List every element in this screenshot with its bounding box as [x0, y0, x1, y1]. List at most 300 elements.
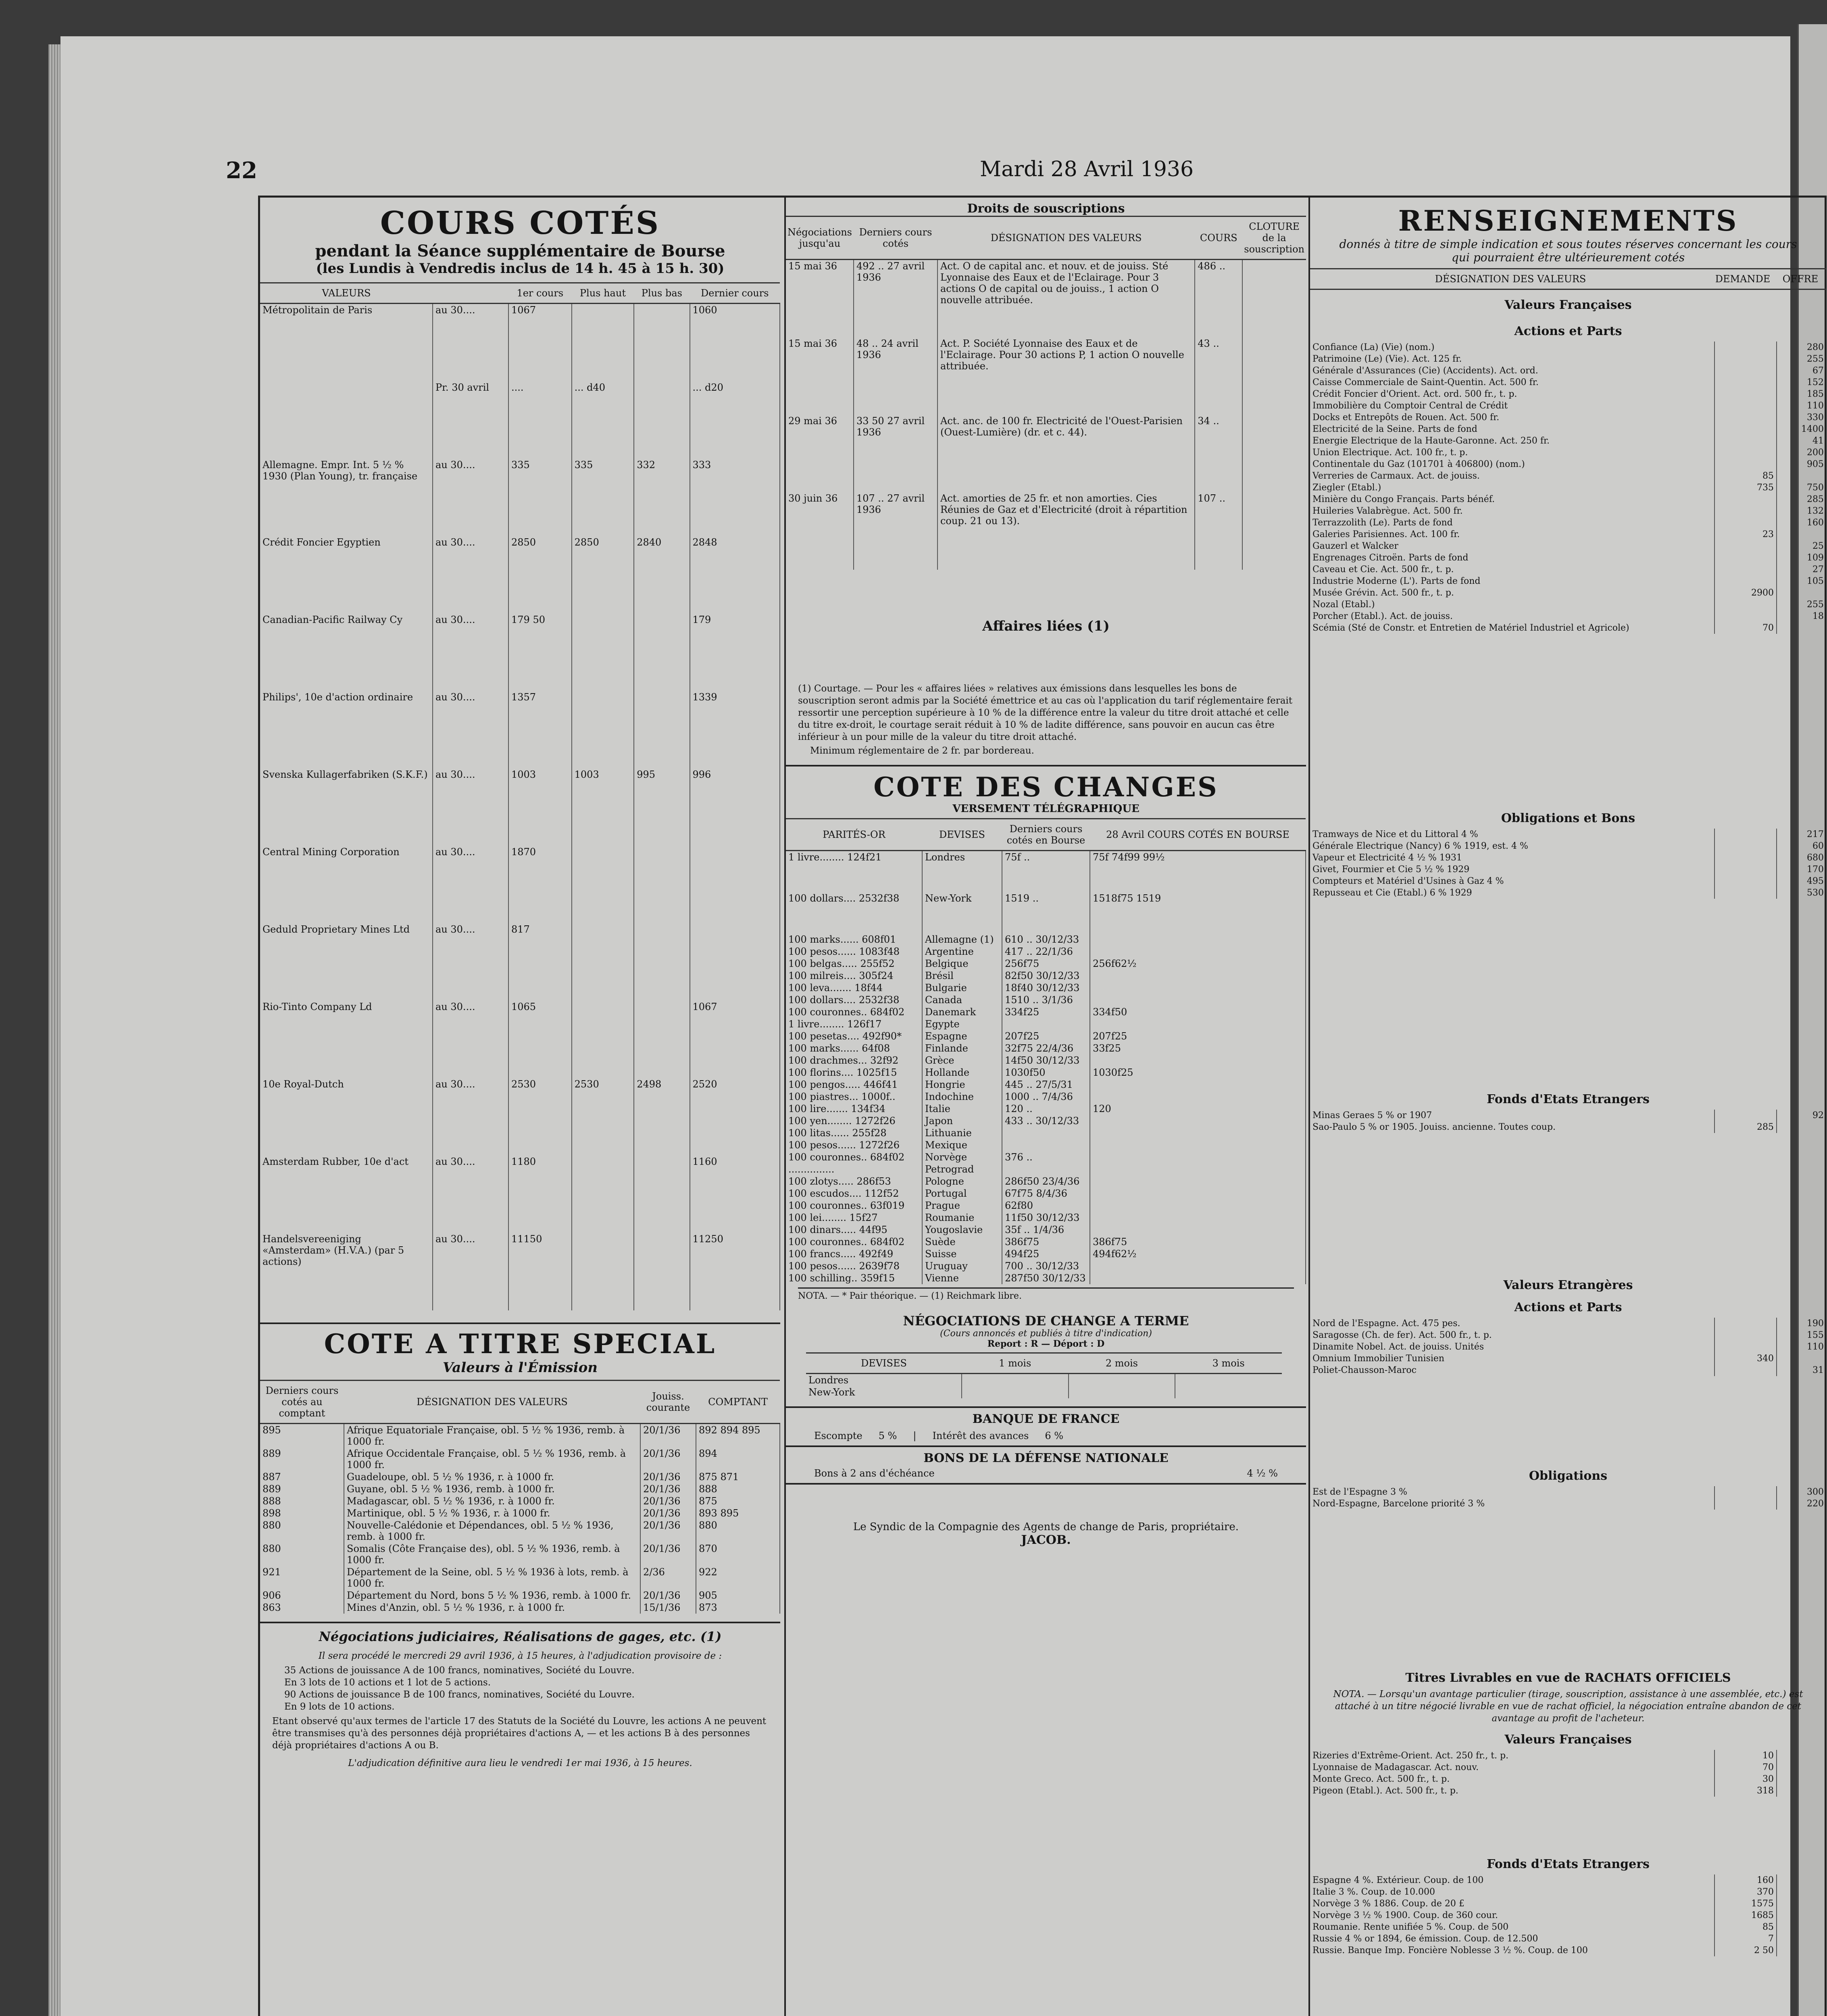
list-item	[1310, 840, 1826, 852]
cell-name: Somalis (Côte Française des), obl. 5 ½ % 1936, remb. à 1000 fr.	[344, 1543, 640, 1566]
item-name: Ziegler (Etabl.)	[1310, 482, 1715, 494]
table-row	[786, 994, 1306, 1006]
column-right	[1308, 198, 1826, 2016]
item-demande	[1715, 575, 1777, 587]
item-offre	[1777, 1121, 1826, 1133]
item-demande	[1715, 540, 1777, 552]
terme-table	[806, 1352, 1282, 1398]
cell-cours	[1090, 1127, 1306, 1139]
cell-cours	[1090, 982, 1306, 994]
list-table	[1310, 1486, 1826, 1510]
cell-devise: Pologne	[922, 1175, 1002, 1187]
item-name: Compteurs et Matériel d'Usines à Gaz 4 %	[1310, 875, 1715, 887]
item-demande: 85	[1715, 1921, 1777, 1933]
rachats-note: NOTA. — Lorsqu'un avantage particulier (tirage, souscription, assistance à une assemblée, etc.) est attaché à un titre négocié livrable en vue de rachat officiel, la négociation entraîne abandon de cet avantage au profit de l'acheteur.	[1333, 1689, 1803, 1724]
cell-last: 880	[260, 1519, 344, 1543]
item-offre: 105	[1807, 576, 1824, 586]
cell-low	[634, 923, 690, 1001]
item-demande	[1715, 517, 1777, 529]
cell-devise: Hongrie	[922, 1079, 1002, 1091]
list-item	[1310, 1785, 1826, 1797]
list-table	[1310, 1318, 1826, 1376]
item-demande: 70	[1715, 1762, 1777, 1773]
cell-parite: 100 marks...... 608f01	[786, 933, 922, 946]
item-offre: 495	[1807, 876, 1824, 886]
table-row	[260, 923, 780, 1001]
item-name: Nord-Espagne, Barcelone priorité 3 %	[1310, 1498, 1715, 1510]
cell-last: 898	[260, 1507, 344, 1519]
item-offre: 1400	[1801, 424, 1824, 434]
cell-last: 1339	[690, 691, 780, 768]
table-row	[260, 1156, 780, 1233]
col-3-mois: 3 mois	[1175, 1353, 1282, 1374]
cell-last: 179	[690, 614, 780, 691]
cell-first: 1003	[508, 768, 572, 846]
list-item	[1310, 1341, 1826, 1353]
cell-devise: Petrograd	[922, 1163, 1002, 1175]
item-name: Crédit Foncier d'Orient. Act. ord. 500 fr., t. p.	[1310, 388, 1715, 400]
list-item	[1310, 353, 1826, 365]
item-offre: 25	[1812, 541, 1824, 551]
item-offre: 152	[1807, 377, 1824, 387]
table-row	[786, 1115, 1306, 1127]
section-heading: Valeurs Françaises	[1504, 1733, 1632, 1747]
item-demande	[1715, 377, 1777, 388]
item-offre: 190	[1807, 1318, 1824, 1329]
item-offre: 27	[1812, 564, 1824, 575]
cell-dernier: 386f75	[1002, 1236, 1090, 1248]
cell-last: 48 .. 24 avril 1936	[854, 337, 937, 415]
col-term	[433, 283, 508, 304]
cell-parite: 100 dinars..... 44f95	[786, 1224, 922, 1236]
cell-name: Martinique, obl. 5 ½ % 1936, r. à 1000 fr.	[344, 1507, 640, 1519]
list-item	[1310, 529, 1826, 540]
item-offre	[1777, 1945, 1826, 1956]
cell-devise: New-York	[922, 892, 1002, 933]
list-table	[1310, 1874, 1826, 1956]
list-item	[1310, 887, 1826, 899]
item-offre: 110	[1807, 401, 1824, 411]
cell-jouiss: 20/1/36	[640, 1495, 696, 1507]
section-heading: Actions et Parts	[1514, 324, 1622, 338]
cell-first: 1067	[508, 304, 572, 382]
cell-devise: Danemark	[922, 1006, 1002, 1018]
cell-low: 995	[634, 768, 690, 846]
cell-dernier: 1000 .. 7/4/36	[1002, 1091, 1090, 1103]
cell-dernier: 18f40 30/12/33	[1002, 982, 1090, 994]
item-demande: 735	[1715, 482, 1777, 494]
cell-last: 1160	[690, 1156, 780, 1233]
item-offre: 280	[1807, 342, 1824, 352]
list-item	[1310, 377, 1826, 388]
cell-cours: 107 ..	[1195, 492, 1242, 570]
item-offre	[1777, 1921, 1826, 1933]
item-name: Energie Electrique de la Haute-Garonne. Act. 250 fr.	[1310, 435, 1715, 447]
cell-name: Amsterdam Rubber, 10e d'act	[260, 1156, 433, 1233]
table-row	[786, 1103, 1306, 1115]
cell-cours	[1090, 1175, 1306, 1187]
item-demande	[1715, 875, 1777, 887]
table-row	[786, 1127, 1306, 1139]
item-name: Russie 4 % or 1894, 6e émission. Coup. de 12.500	[1310, 1933, 1715, 1945]
cell-devise: Suède	[922, 1236, 1002, 1248]
terme-row-label: New-York	[806, 1386, 962, 1398]
cell-first: 11150	[508, 1233, 572, 1310]
terme-subtitle: (Cours annoncés et publiés à titre d'indication)	[940, 1329, 1152, 1339]
cell-cours	[1090, 1091, 1306, 1103]
titre-special-subtitle: Valeurs à l'Émission	[442, 1360, 598, 1376]
list-item	[1310, 852, 1826, 864]
table-row	[260, 1602, 780, 1614]
item-offre: 217	[1807, 829, 1824, 839]
cell-dernier: 1030f50	[1002, 1066, 1090, 1079]
renseignements-title: RENSEIGNEMENTS	[1398, 204, 1738, 237]
column-left	[260, 198, 780, 2016]
cell-date: 15 mai 36	[786, 337, 854, 415]
table-row	[786, 1018, 1306, 1030]
list-table	[1310, 342, 1826, 634]
cell-last: 996	[690, 768, 780, 846]
section-heading: Fonds d'Etats Etrangers	[1487, 1092, 1650, 1106]
item-name: Huileries Valabrègue. Act. 500 fr.	[1310, 505, 1715, 517]
cell-first: 1180	[508, 1156, 572, 1233]
cell-dernier: 376 ..	[1002, 1151, 1090, 1163]
list-item	[1310, 458, 1826, 470]
cell-jouiss: 20/1/36	[640, 1471, 696, 1483]
item-demande	[1715, 852, 1777, 864]
cell-cours: 43 ..	[1195, 337, 1242, 415]
cell-dernier: 1510 .. 3/1/36	[1002, 994, 1090, 1006]
item-name: Norvège 3 ½ % 1900. Coup. de 360 cour.	[1310, 1910, 1715, 1921]
cell-name: Philips', 10e d'action ordinaire	[260, 691, 433, 768]
cell-cours	[1090, 1224, 1306, 1236]
table-row	[786, 415, 1306, 492]
section-heading: Obligations et Bons	[1501, 811, 1635, 825]
negociations-item: En 3 lots de 10 actions et 1 lot de 5 actions.	[284, 1677, 491, 1688]
list-item	[1310, 1945, 1826, 1956]
item-offre	[1777, 622, 1826, 634]
cell-last: 107 .. 27 avril 1936	[854, 492, 937, 570]
item-offre	[1777, 1750, 1826, 1762]
cell-cours: 1030f25	[1090, 1066, 1306, 1079]
cell-cours: 33f25	[1090, 1042, 1306, 1054]
cell-cours: 207f25	[1090, 1030, 1306, 1042]
column-middle: Droits de souscriptions Négociations jusqu'au Derniers cours cotés DÉSIGNATION DES VALEURS COURS CLOTURE de la souscription 15 mai 36 492 .. 27 avril 1936 Act. O de capital anc. et nouv. et de jouiss. Sté Lyonnaise des Eaux et de l'Eclairage. Pour 3 actions O de capital ou de jouiss., 1 action O nouvelle attribuée. 486 .. 15 mai 36 48 .. 24 avril 1936 Act. P. Société Lyonnaise des Eaux et de l'Eclairage. Pour 30 actions P, 1 action O nouvelle attribuée. 43 .. 29 mai 36 33 50 27 avril 1936 Act. anc. de 100 fr. Electricité de l'Ouest-Parisien (Ouest-Lumière) (dr. et c. 44). 34 .. 30 juin 36 107 .. 27 avril 1936 Act. amorties de 25 fr. et non amorties. Cies Réunies de Gaz et d'Electricité (droit à répartition coup. 21 ou 13). 107 .. Affaires liées (1) (1) Courtage. — Pour les « affaires liées » relatives aux émissions dans lesquelles les bons de souscription seront admis par la Société émettrice et au cas où l'application du tarif réglementaire ferait ressortir une perception supérieure à 10 % de la différence entre la valeur du titre droit attaché et celle du titre ex-droit, le courtage serait réduit à 10 % de ladite différence, sans pouvoir en aucun cas être inférieur à un pour mille de la valeur du titre droit attaché. Minimum réglementaire de 2 fr. par bordereau. COTE DES CHANGES VERSEMENT TÉLÉGRAPHIQUE PARITÉS-OR DEVISES Derniers cours cotés en Bourse 28 Avril COURS COTÉS EN BOURSE 1 livre........ 124f21 Londres 75f .. 75f 74f99 99½ 100 dollars.... 2532f38 New-York 1519 .. 1518f75 1519 100 marks...... 608f01 Allemagne (1) 610 .. 30/12/33 100 pesos...... 1083f48 Argentine 417 .. 22/1/36 100 belgas..... 255f52 Belgique 256f75 256f62½ 100 milreis.... 305f24 Brésil 82f50 30/12/33 100 leva....... 18f44 Bulgarie 18f40 30/12/33 100 dollars.... 2532f38 Canada 1510 .. 3/1/36 100 couronnes.. 684f02 Danemark 334f25 334f50 1 livre........ 126f17 Egypte 100 pesetas.... 492f90* Espagne 207f25 207f25 100 marks...... 64f08 Finlande 32f75 22/4/36 33f25 100 drachmes... 32f92 Grèce 14f50 30/12/33 100 florins.... 1025f15 Hollande 1030f50 1030f25 100 pengos..... 446f41 Hongrie 445 .. 27/5/31 100 piastres... 1000f.. Indochine 1000 .. 7/4/36 100 lire....... 134f34 Italie 120 .. 120 100 yen........ 1272f26 Japon 433 .. 30/12/33 100 litas...... 255f28 Lithuanie 100 pesos...... 1272f26 Mexique 100 couronnes.. 684f02 Norvège 376 .. ............... Petrograd 100 zlotys..... 286f53 Pologne 286f50 23/4/36 100 escudos.... 112f52 Portugal 67f75 8/4/36 100 couronnes.. 63f019 Prague 62f80 100 lei........ 15f27 Roumanie 11f50 30/12/33 100 dinars..... 44f95 Yougoslavie 35f .. 1/4/36 100 couronnes.. 684f02 Suède 386f75 386f75 100 francs..... 492f49 Suisse 494f25 494f62½ 100 pesos...... 2639f78 Uruguay 700 .. 30/12/33 100 schilling.. 359f15 Vienne 287f50 30/12/33 NOTA. — * Pair théorique. — (1) Reichmark libre. NÉGOCIATIONS DE CHANGE A TERME (Cours annoncés et publiés à titre d'indication) Report : R — Déport : D DEVISES 1 mois 2 mois 3 mois Londres New-York BANQUE DE FRANCE Escompte 5 % | Intérêt des avances 6 % BONS DE LA DÉFENSE NATIONALE Bons à 2 ans d'échéance 4 ½ % Le Syndic de la Compagnie des Agents de change de Paris, propriétaire. JACOB.	[784, 198, 1306, 2016]
cell-parite: 100 yen........ 1272f26	[786, 1115, 922, 1127]
item-offre: 220	[1807, 1499, 1824, 1509]
item-offre	[1777, 1353, 1826, 1364]
cell-parite: 100 lei........ 15f27	[786, 1212, 922, 1224]
item-offre: 530	[1807, 888, 1824, 898]
table-row	[260, 459, 780, 536]
cell-devise: Brésil	[922, 970, 1002, 982]
cell-dernier: 417 .. 22/1/36	[1002, 946, 1090, 958]
item-offre	[1777, 1874, 1826, 1886]
cell-name	[260, 381, 433, 459]
list-item	[1310, 470, 1826, 482]
item-name: Dinamite Nobel. Act. de jouiss. Unités	[1310, 1341, 1715, 1353]
item-offre: 155	[1807, 1330, 1824, 1340]
cell-last: 1067	[690, 1001, 780, 1078]
item-demande: 1575	[1715, 1898, 1777, 1910]
cell-last: 887	[260, 1471, 344, 1483]
cell-first: 1357	[508, 691, 572, 768]
list-item	[1310, 1910, 1826, 1921]
item-name: Espagne 4 %. Extérieur. Coup. de 100	[1310, 1874, 1715, 1886]
cell-cours	[1090, 1139, 1306, 1151]
cell-last: 33 50 27 avril 1936	[854, 415, 937, 492]
cell-dernier: 445 .. 27/5/31	[1002, 1079, 1090, 1091]
col-parites: PARITÉS-OR	[786, 819, 922, 851]
cell-low	[634, 381, 690, 459]
cell-low	[634, 846, 690, 923]
list-item	[1310, 365, 1826, 377]
cell-cours	[1090, 933, 1306, 946]
cell-term: au 30....	[433, 614, 508, 691]
negociations-item: 90 Actions de jouissance B de 100 francs, nominatives, Société du Louvre.	[284, 1689, 635, 1700]
item-demande	[1715, 423, 1777, 435]
list-item	[1310, 342, 1826, 353]
list-item	[1310, 435, 1826, 447]
list-table	[1310, 1110, 1826, 1133]
droits-table	[786, 216, 1306, 570]
cours-cotes-subtitle: pendant la Séance supplémentaire de Bourse	[315, 242, 725, 260]
cell-dernier	[1002, 1018, 1090, 1030]
cell-name: Central Mining Corporation	[260, 846, 433, 923]
cell-cours	[1090, 1260, 1306, 1272]
changes-title: COTE DES CHANGES	[873, 771, 1219, 803]
list-item	[1310, 1898, 1826, 1910]
cell-cpt: 873	[696, 1602, 780, 1614]
table-row	[260, 1233, 780, 1310]
cell-parite: 100 pesetas.... 492f90*	[786, 1030, 922, 1042]
cell-term: au 30....	[433, 768, 508, 846]
list-item	[1310, 587, 1826, 599]
table-row	[786, 1236, 1306, 1248]
item-name: Galeries Parisiennes. Act. 100 fr.	[1310, 529, 1715, 540]
escompte-rate: 5 %	[878, 1430, 897, 1441]
item-demande	[1715, 1364, 1777, 1376]
item-name: Lyonnaise de Madagascar. Act. nouv.	[1310, 1762, 1715, 1773]
cell-cours: 386f75	[1090, 1236, 1306, 1248]
cell-low	[634, 1233, 690, 1310]
cell-parite: 100 florins.... 1025f15	[786, 1066, 922, 1079]
cell-high	[572, 1001, 634, 1078]
item-name: Terrazzolith (Le). Parts de fond	[1310, 517, 1715, 529]
cell-first: 1870	[508, 846, 572, 923]
cell-low	[634, 614, 690, 691]
item-offre: 255	[1807, 600, 1824, 610]
cell-cours: 486 ..	[1195, 260, 1242, 338]
item-name: Gauzerl et Walcker	[1310, 540, 1715, 552]
cell-parite: 100 drachmes... 32f92	[786, 1054, 922, 1066]
list-item	[1310, 1750, 1826, 1762]
cell-parite: 100 belgas..... 255f52	[786, 958, 922, 970]
item-demande	[1715, 365, 1777, 377]
item-offre	[1777, 1762, 1826, 1773]
cell-cours	[1090, 994, 1306, 1006]
cell-parite: 1 livre........ 126f17	[786, 1018, 922, 1030]
cell-devise: Portugal	[922, 1187, 1002, 1200]
cell-cloture	[1242, 492, 1306, 570]
defense-title: BONS DE LA DÉFENSE NATIONALE	[923, 1451, 1169, 1465]
cell-dernier: 433 .. 30/12/33	[1002, 1115, 1090, 1127]
list-item	[1310, 1364, 1826, 1376]
list-item	[1310, 1933, 1826, 1945]
cell-cpt: 875 871	[696, 1471, 780, 1483]
cell-cours	[1090, 970, 1306, 982]
col-designation: DÉSIGNATION DES VALEURS	[1310, 269, 1711, 289]
cell-term: au 30....	[433, 1001, 508, 1078]
item-offre: 41	[1812, 436, 1824, 446]
cell-term: au 30....	[433, 1156, 508, 1233]
cell-cpt: 922	[696, 1566, 780, 1589]
item-demande: 2 50	[1715, 1945, 1777, 1956]
item-name: Confiance (La) (Vie) (nom.)	[1310, 342, 1715, 353]
item-demande	[1715, 840, 1777, 852]
cell-devise: Hollande	[922, 1066, 1002, 1079]
cell-dernier: 35f .. 1/4/36	[1002, 1224, 1090, 1236]
cell-name: Département du Nord, bons 5 ½ % 1936, remb. à 1000 fr.	[344, 1589, 640, 1602]
cell-devise: Belgique	[922, 958, 1002, 970]
table-row	[260, 846, 780, 923]
cell-last: 889	[260, 1447, 344, 1471]
terme-row-label: Londres	[806, 1374, 962, 1387]
cell-parite: 100 couronnes.. 684f02	[786, 1236, 922, 1248]
cell-cours: 494f62½	[1090, 1248, 1306, 1260]
cell-dernier: 62f80	[1002, 1200, 1090, 1212]
item-demande	[1715, 412, 1777, 423]
changes-note: NOTA. — * Pair théorique. — (1) Reichmark libre.	[798, 1287, 1294, 1301]
item-demande: 85	[1715, 470, 1777, 482]
list-item	[1310, 1121, 1826, 1133]
item-name: Union Electrique. Act. 100 fr., t. p.	[1310, 447, 1715, 458]
cell-first: 2850	[508, 536, 572, 614]
table-row	[260, 1495, 780, 1507]
cell-term: Pr. 30 avril	[433, 381, 508, 459]
cell-devise: Roumanie	[922, 1212, 1002, 1224]
cell-term: au 30....	[433, 691, 508, 768]
cell-parite: 100 piastres... 1000f..	[786, 1091, 922, 1103]
item-demande: 160	[1715, 1874, 1777, 1886]
col-derniers-cours: Derniers cours cotés	[854, 217, 937, 260]
cell-cours	[1090, 1163, 1306, 1175]
negociations-intro: Il sera procédé le mercredi 29 avril 1936, à 15 heures, à l'adjudication provisoire de :	[318, 1651, 722, 1661]
page-date: Mardi 28 Avril 1936	[980, 157, 1194, 181]
cell-parite: 100 dollars.... 2532f38	[786, 892, 922, 933]
item-offre: 750	[1807, 483, 1824, 493]
cell-name: Handelsvereeniging «Amsterdam» (H.V.A.) (par 5 actions)	[260, 1233, 433, 1310]
cell-high	[572, 923, 634, 1001]
item-name: Industrie Moderne (L'). Parts de fond	[1310, 575, 1715, 587]
table-row	[786, 492, 1306, 570]
defense-label: Bons à 2 ans d'échéance	[814, 1468, 935, 1479]
cell-cours	[1090, 1272, 1306, 1284]
cell-last: 880	[260, 1543, 344, 1566]
negociations-item: En 9 lots de 10 actions.	[284, 1702, 395, 1712]
newspaper-page	[60, 36, 1824, 2016]
list-item	[1310, 517, 1826, 529]
cell-parite: 100 marks...... 64f08	[786, 1042, 922, 1054]
cell-first: 2530	[508, 1078, 572, 1156]
table-row	[786, 1212, 1306, 1224]
cell-parite: 100 pesos...... 2639f78	[786, 1260, 922, 1272]
table-row	[786, 946, 1306, 958]
cell-parite: 100 escudos.... 112f52	[786, 1187, 922, 1200]
item-name: Electricité de la Seine. Parts de fond	[1310, 423, 1715, 435]
section-heading: Actions et Parts	[1514, 1300, 1622, 1314]
item-name: Russie. Banque Imp. Foncière Noblesse 3 ½ %. Coup. de 100	[1310, 1945, 1715, 1956]
list-item	[1310, 875, 1826, 887]
cell-term: au 30....	[433, 1233, 508, 1310]
col-cours: COURS	[1195, 217, 1242, 260]
col-high: Plus haut	[572, 283, 634, 304]
item-demande	[1715, 610, 1777, 622]
cell-devise: Canada	[922, 994, 1002, 1006]
item-name: Rizeries d'Extrême-Orient. Act. 250 fr., t. p.	[1310, 1750, 1715, 1762]
cell-name: Svenska Kullagerfabriken (S.K.F.)	[260, 768, 433, 846]
table-row	[786, 1030, 1306, 1042]
table-row	[260, 1471, 780, 1483]
item-name: Musée Grévin. Act. 500 fr., t. p.	[1310, 587, 1715, 599]
banque-title: BANQUE DE FRANCE	[972, 1412, 1120, 1426]
section-heading: Valeurs Françaises	[1504, 298, 1632, 312]
table-row	[786, 1200, 1306, 1212]
list-item	[1310, 505, 1826, 517]
item-name: Vapeur et Electricité 4 ½ % 1931	[1310, 852, 1715, 864]
table-row	[786, 1224, 1306, 1236]
item-offre: 110	[1807, 1342, 1824, 1352]
cell-cours	[1090, 1212, 1306, 1224]
cell-parite: 100 pesos...... 1272f26	[786, 1139, 922, 1151]
cell-devise: Argentine	[922, 946, 1002, 958]
table-row	[260, 1519, 780, 1543]
col-derniers: Derniers cours cotés en Bourse	[1002, 819, 1090, 851]
defense-rate: 4 ½ %	[1247, 1468, 1278, 1479]
list-item	[1310, 599, 1826, 610]
cell-date: 29 mai 36	[786, 415, 854, 492]
section-heading: Titres Livrables en vue de RACHATS OFFICIELS	[1405, 1671, 1731, 1685]
cell-name: Département de la Seine, obl. 5 ½ % 1936 à lots, remb. à 1000 fr.	[344, 1566, 640, 1589]
avances-label: Intérêt des avances	[932, 1430, 1029, 1441]
table-row	[260, 536, 780, 614]
table-row	[260, 1483, 780, 1495]
cell-low	[634, 1156, 690, 1233]
item-name: Givet, Fourmier et Cie 5 ½ % 1929	[1310, 864, 1715, 875]
courtage-note: (1) Courtage. — Pour les « affaires liées » relatives aux émissions dans lesquelles les bons de souscription seront admis par la Société émettrice et au cas où l'application du tarif réglementaire ferait ressortir une perception supérieure à 10 % de la différence entre la valeur du titre droit attaché et celle du titre ex-droit, le courtage serait réduit à 10 % de ladite différence, sans pouvoir en aucun cas être inférieur à un pour mille de la valeur du titre droit attaché.	[798, 683, 1293, 742]
cell-name: Guadeloupe, obl. 5 ½ % 1936, r. à 1000 fr.	[344, 1471, 640, 1483]
courtage-minimum: Minimum réglementaire de 2 fr. par bordereau.	[810, 746, 1034, 756]
col-offre: OFFRE	[1775, 269, 1826, 289]
col-first: 1er cours	[508, 283, 572, 304]
item-demande	[1715, 887, 1777, 899]
list-item	[1310, 622, 1826, 634]
item-demande	[1715, 353, 1777, 365]
cell-last: ... d20	[690, 381, 780, 459]
col-2-mois: 2 mois	[1069, 1353, 1175, 1374]
item-offre: 330	[1807, 412, 1824, 423]
item-offre: 92	[1812, 1110, 1824, 1120]
item-offre	[1777, 529, 1826, 540]
item-offre: 680	[1807, 853, 1824, 863]
table-row	[786, 1079, 1306, 1091]
item-name: Porcher (Etabl.). Act. de jouiss.	[1310, 610, 1715, 622]
table-row	[260, 691, 780, 768]
list-item	[1310, 1773, 1826, 1785]
table-row	[260, 1566, 780, 1589]
item-name: Poliet-Chausson-Maroc	[1310, 1364, 1715, 1376]
list-item	[1310, 412, 1826, 423]
